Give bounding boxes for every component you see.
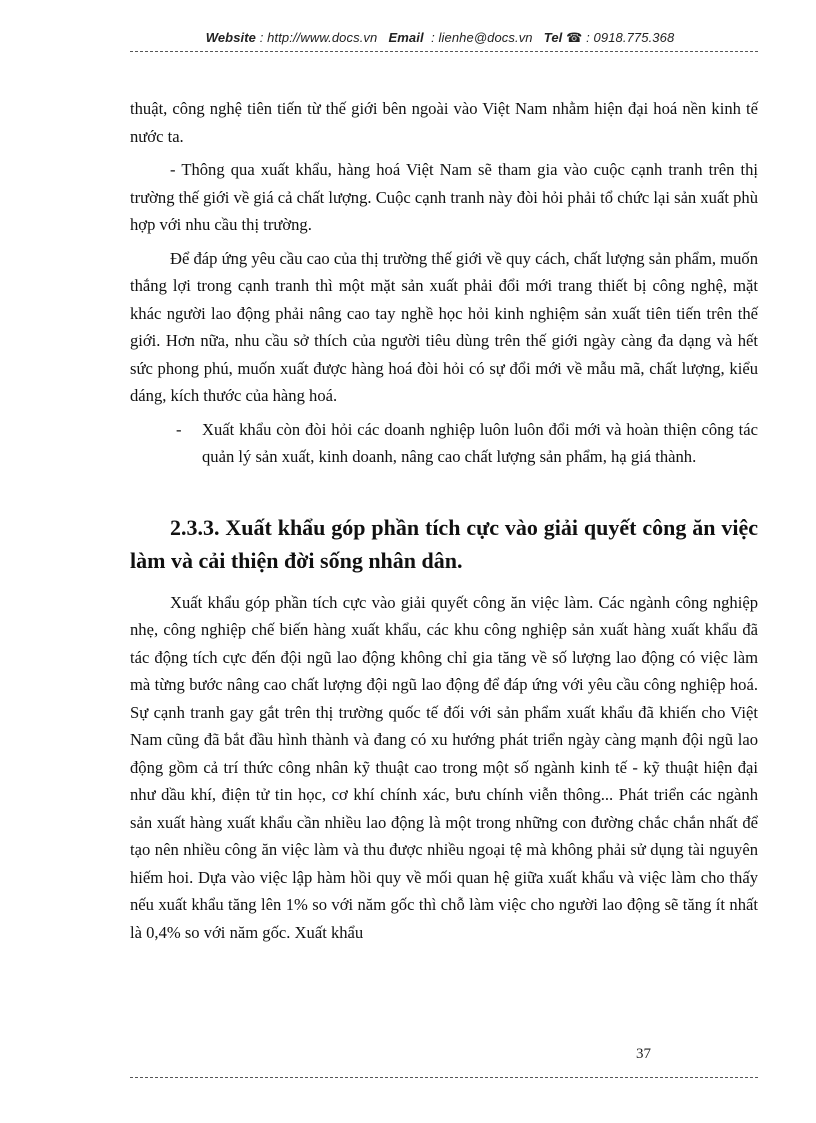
email-label: Email [388,30,424,45]
paragraph-3: Để đáp ứng yêu cầu cao của thị trường thế giới về quy cách, chất lượng sản phẩm, muốn thắng lợi trong cạnh tranh thì một mặt sản xuất phải đổi mới trang thiết bị công nghệ, mặt khác người lao động phải nâng cao tay nghề học hỏi kinh nghiệm sản xuất tiên tiến trên thế giới. Hơn nữa, nhu cầu sở thích của người tiêu dùng trên thế giới ngày càng đa dạng và hết sức phong phú, muốn xuất được hàng hoá đòi hỏi có sự đổi mới về mẫu mã, chất lượng, kiểu dáng, kích thước của hàng hoá. [130,248,758,405]
bullet-item [130,416,758,471]
paragraph-1: thuật, công nghệ tiên tiến từ thế giới bên ngoài vào Việt Nam nhằm hiện đại hoá nền kinh tế nước ta. [130,99,758,146]
paragraph-2: - Thông qua xuất khẩu, hàng hoá Việt Nam sẽ tham gia vào cuộc cạnh tranh trên thị trường thế giới về giá cả chất lượng. Cuộc cạnh tranh này đòi hỏi phải tổ chức lại sản xuất phù hợp với nhu cầu thị trường. [130,160,758,234]
paragraph-4: Xuất khẩu góp phần tích cực vào giải quyết công ăn việc làm. Các ngành công nghiệp nhẹ, công nghiệp chế biến hàng xuất khẩu, các khu công nghiệp sản xuất hàng xuất khẩu đã tác động tích cực đến đội ngũ lao động không chỉ gia tăng về số lượng lao động có việc làm mà từng bước nâng cao chất lượng đội ngũ lao động để đáp ứng với yêu cầu công nghiệp hoá. Sự cạnh tranh gay gắt trên thị trường quốc tế đối với sản phẩm xuất khẩu đã khiến cho Việt Nam cũng đã bắt đầu hình thành và đang có xu hướng phát triển ngày càng mạnh đội ngũ lao động gồm cả trí thức công nhân kỹ thuật cao trong một số ngành kinh tế - kỹ thuật hiện đại như dầu khí, điện tử tin học, cơ khí chính xác, bưu chính viễn thông... Phát triển các ngành sản xuất hàng xuất khẩu cần nhiều lao động là một trong những con đường chắc chắn nhất để tạo nên nhiều công ăn việc làm và thu được nhiều ngoại tệ mà không phải sử dụng tài nguyên hiếm hoi. Dựa vào việc lập hàm hồi quy về mối quan hệ giữa xuất khẩu và việc làm cho thấy nếu xuất khẩu tăng lên 1% so với năm gốc thì chỗ làm việc cho người lao động sẽ tăng ít nhất là 0,4% so với năm gốc. Xuất khẩu [130,592,758,942]
phone-icon: ☎ [566,30,583,45]
bullet-marker: - [176,419,182,439]
document-body [130,95,758,952]
website-label: Website [205,30,257,45]
email-value: : lienhe@docs.vn [431,30,533,45]
page-header [130,30,750,46]
section-heading: 2.3.3. Xuất khẩu góp phần tích cực vào giải quyết công ăn việc làm và cải thiện đời sống nhân dân. [130,514,758,573]
tel-label: Tel [543,30,563,45]
footer-divider [130,1077,758,1078]
website-value: : http://www.docs.vn [259,30,378,45]
tel-value: : 0918.775.368 [586,30,675,45]
header-divider [130,51,758,52]
page-number: 37 [636,1046,651,1062]
bullet-text: Xuất khẩu còn đòi hỏi các doanh nghiệp luôn luôn đổi mới và hoàn thiện công tác quản lý sản xuất, kinh doanh, nâng cao chất lượng sản phẩm, hạ giá thành. [202,419,758,466]
